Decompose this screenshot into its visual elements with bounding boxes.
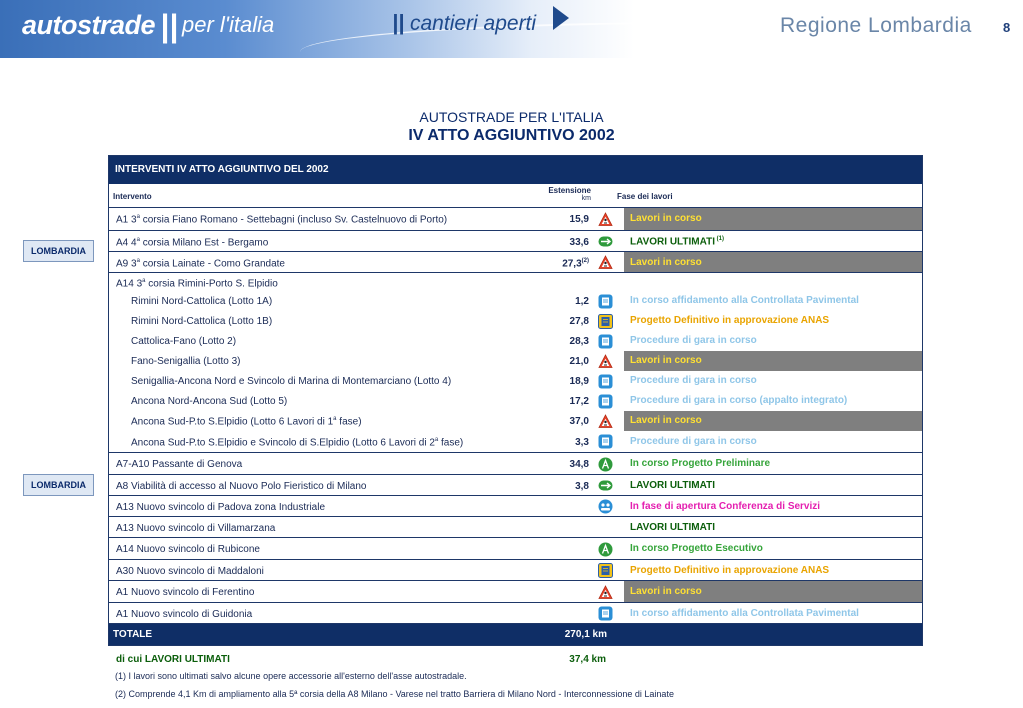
table-row [109,559,922,580]
intervention-name [116,459,242,470]
extension-km-value: 3,8 [575,481,589,492]
intervention-name-text: corsia Fiano Romano - Settebagni (incluso Sv. Castelnuovo di Porto) [139,214,448,226]
phase-status-text: In corso affidamento alla Controllata Pavimental [630,608,859,619]
intervention-name-text: Cattolica-Fano (Lotto 2) [131,336,237,347]
program-logo-mark: || [392,10,405,35]
brand-logo-suffix: per l'italia [182,12,275,37]
col-header-estensione-label: Estensione [548,186,591,195]
intervention-name [116,566,264,577]
col-header-estensione [525,186,591,202]
phase-status [624,351,922,371]
intervention-name [116,481,367,492]
phase-status-text: Procedure di gara in corso [630,375,757,386]
region-tag-lombardia: LOMBARDIA [23,474,94,496]
phase-status [624,411,922,431]
extension-km [529,258,589,269]
intervention-name [131,336,236,347]
completed-icon [598,234,613,249]
intervention-name-text: fase) [336,416,362,428]
tender-icon [598,294,613,309]
roadwork-icon [598,212,613,227]
extension-km [529,356,589,367]
roadwork-icon [598,585,613,600]
intervention-name-text: A14 3 [116,278,143,290]
phase-status [624,291,922,311]
intervention-name-text: A13 Nuovo svincolo di Padova zona Industriale [116,502,326,513]
table-row [109,495,922,516]
intervention-name-text: corsia Rimini-Porto S. Elpidio [145,278,278,290]
table-body [109,208,922,623]
phase-status [624,371,922,391]
phase-status [624,431,922,452]
intervention-name-text: A1 Nuovo svincolo di Ferentino [116,587,255,598]
phase-status [624,391,922,411]
brand-logo-text: autostrade [22,10,156,40]
table-row [109,602,922,623]
table-caption: INTERVENTI IV ATTO AGGIUNTIVO DEL 2002 [109,156,922,184]
tender-icon [598,606,613,621]
tender-icon [598,394,613,409]
intervention-name [116,587,254,598]
phase-status [624,311,922,331]
phase-status [624,252,922,272]
phase-status [624,208,922,230]
extension-km [529,336,589,347]
ordinal-superscript: a [136,258,140,264]
phase-status [624,603,922,623]
intervention-name [131,437,463,448]
completed-label: di cui LAVORI ULTIMATI [116,654,230,665]
region-title: Regione Lombardia [780,14,972,37]
intervention-name [131,316,272,327]
extension-km-value: 15,9 [569,214,589,225]
intervention-name-text: corsia Milano Est - Bergamo [139,237,269,249]
phase-status-text: LAVORI ULTIMATI [630,480,715,491]
intervention-name-text: Senigallia-Ancona Nord e Svincolo di Marina di Montemarciano (Lotto 4) [131,376,452,387]
extension-km-value: 17,2 [569,396,589,407]
intervention-name-text: A14 Nuovo svincolo di Rubicone [116,544,260,555]
extension-km [529,316,589,327]
total-label: TOTALE [113,629,153,640]
ordinal-superscript: a [136,237,140,243]
extension-km [529,459,589,470]
intervention-name [116,214,447,225]
phase-status-text: Procedure di gara in corso [630,436,757,447]
phase-status [624,453,922,474]
design-icon [598,563,613,578]
extension-km [529,376,589,387]
intervention-name-text: A4 4 [116,237,137,249]
phase-status [624,475,922,495]
intervention-name-text: fase) [438,437,464,449]
table-row [109,452,922,474]
intervention-name [131,376,451,387]
table-row [109,331,922,351]
intervention-name [116,544,260,555]
table-row [109,311,922,331]
intervention-name-text: A8 Viabilità di accesso al Nuovo Polo Fieristico di Milano [116,481,367,492]
ordinal-superscript: a [142,278,146,284]
intervention-name-text: corsia Lainate - Como Grandate [139,258,285,270]
intervention-name-text: A13 Nuovo svincolo di Villamarzana [116,523,276,534]
completed-value: 37,4 km [569,654,606,665]
intervention-name-text: Ancona Sud-P.to S.Elpidio e Svincolo di S.Elpidio (Lotto 6 Lavori di 2 [131,437,435,449]
total-value: 270,1 km [564,629,607,640]
intervention-name-text: A1 3 [116,214,137,226]
intervention-name [116,502,325,513]
extension-km-value: 27,8 [569,316,589,327]
intervention-name-text: Ancona Nord-Ancona Sud (Lotto 5) [131,396,288,407]
conference-icon [598,499,613,514]
intervention-name [131,296,272,307]
phase-status [624,517,922,537]
table-row [109,291,922,311]
ordinal-superscript: a [136,214,140,220]
table-row [109,251,922,272]
extension-km-value: 37,0 [569,416,589,427]
design-icon [598,314,613,329]
program-logo: cantieri aperti [410,12,537,35]
intervention-name-text: Fano-Senigallia (Lotto 3) [131,356,241,367]
extension-km-value: 21,0 [569,356,589,367]
extension-km [529,396,589,407]
phase-status-text: Lavori in corso [630,415,702,426]
phase-status [624,581,922,602]
table-row [109,371,922,391]
intervention-name-text: A9 3 [116,258,137,270]
page-title-line2: IV ATTO AGGIUNTIVO 2002 [408,127,615,144]
table-column-headers [109,184,922,208]
header-banner [0,0,1023,58]
page-title-line1: AUTOSTRADE PER L'ITALIA [419,109,604,125]
phase-status-text: Lavori in corso [630,586,702,597]
intervention-name [116,523,275,534]
extension-km [529,481,589,492]
phase-status [624,560,922,580]
extension-km-value: 3,3 [575,437,589,448]
extension-km-value: 27,3 [562,258,582,270]
extension-km [529,437,589,448]
intervention-name [116,278,278,289]
extension-km-value: 1,2 [575,296,589,307]
interventions-table [108,155,923,646]
phase-status [624,538,922,559]
roadwork-icon [598,255,613,270]
tender-icon [598,334,613,349]
phase-status-text: Lavori in corso [630,213,702,224]
extension-km-value: 28,3 [569,336,589,347]
phase-status [624,231,922,251]
brand-logo-bars: || [160,8,178,44]
extension-km-value: 18,9 [569,376,589,387]
extension-km-value: 34,8 [569,459,589,470]
intervention-name [131,396,287,407]
footnote-1: (1) I lavori sono ultimati salvo alcune opere accessorie all'esterno dell'asse autostradale. [115,671,467,681]
phase-status-text: Procedure di gara in corso [630,335,757,346]
roadwork-icon [598,414,613,429]
intervention-name [116,258,285,269]
extension-km [529,416,589,427]
table-row [109,208,922,230]
completed-icon [598,478,613,493]
project-icon [598,542,613,557]
phase-status [624,496,922,516]
phase-status-text: In corso affidamento alla Controllata Pavimental [630,295,859,306]
table-row [109,351,922,371]
intervention-name [116,237,268,248]
table-row [109,431,922,452]
phase-status-text: Procedure di gara in corso (appalto integrato) [630,395,848,406]
table-row [109,272,922,291]
footnote-2: (2) Comprende 4,1 Km di ampliamento alla 5ª corsia della A8 Milano - Varese nel tratto Barriera di Milano Nord - Interconnessione di Lainate [115,689,674,699]
phase-status-text: LAVORI ULTIMATI [630,522,715,533]
project-icon [598,457,613,472]
phase-status-text: In corso Progetto Esecutivo [630,543,763,554]
roadwork-icon [598,354,613,369]
table-row [109,230,922,251]
table-row [109,580,922,602]
phase-status-text: Progetto Definitivo in approvazione ANAS [630,565,830,576]
phase-status-text: LAVORI ULTIMATI [630,236,715,248]
intervention-name [131,416,362,427]
total-row [109,623,922,645]
extension-km-value: 33,6 [569,237,589,248]
intervention-name-text: Rimini Nord-Cattolica (Lotto 1B) [131,316,273,327]
table-row [109,537,922,559]
footnote-ref: (1) [715,236,724,242]
footnote-ref: (2) [581,258,589,264]
phase-status-text: In corso Progetto Preliminare [630,458,771,469]
table-row [109,391,922,411]
page-number: 8 [1003,20,1011,35]
intervention-name-text: A1 Nuovo svincolo di Guidonia [116,609,253,620]
ordinal-superscript: a [434,437,439,443]
program-arrow-icon [553,6,569,30]
table-row [109,411,922,431]
col-header-unit: km [581,195,591,202]
intervention-name [116,609,252,620]
phase-status-text: In fase di apertura Conferenza di Servizi [630,501,821,512]
phase-status-text: Progetto Definitivo in approvazione ANAS [630,315,830,326]
table-row [109,474,922,495]
extension-km [529,237,589,248]
col-header-fase: Fase dei lavori [617,192,673,201]
intervention-name [131,356,241,367]
ordinal-superscript: a [333,416,337,422]
table-row [109,516,922,537]
phase-status [624,331,922,351]
intervention-name-text: Ancona Sud-P.to S.Elpidio (Lotto 6 Lavori di 1 [131,416,334,428]
extension-km [529,214,589,225]
col-header-intervento: Intervento [113,192,152,201]
tender-icon [598,434,613,449]
extension-km [529,296,589,307]
intervention-name-text: Rimini Nord-Cattolica (Lotto 1A) [131,296,273,307]
phase-status-text: Lavori in corso [630,355,702,366]
region-tag-lombardia: LOMBARDIA [23,240,94,262]
phase-status-text: Lavori in corso [630,257,702,268]
intervention-name-text: A7-A10 Passante di Genova [116,459,243,470]
tender-icon [598,374,613,389]
intervention-name-text: A30 Nuovo svincolo di Maddaloni [116,566,264,577]
